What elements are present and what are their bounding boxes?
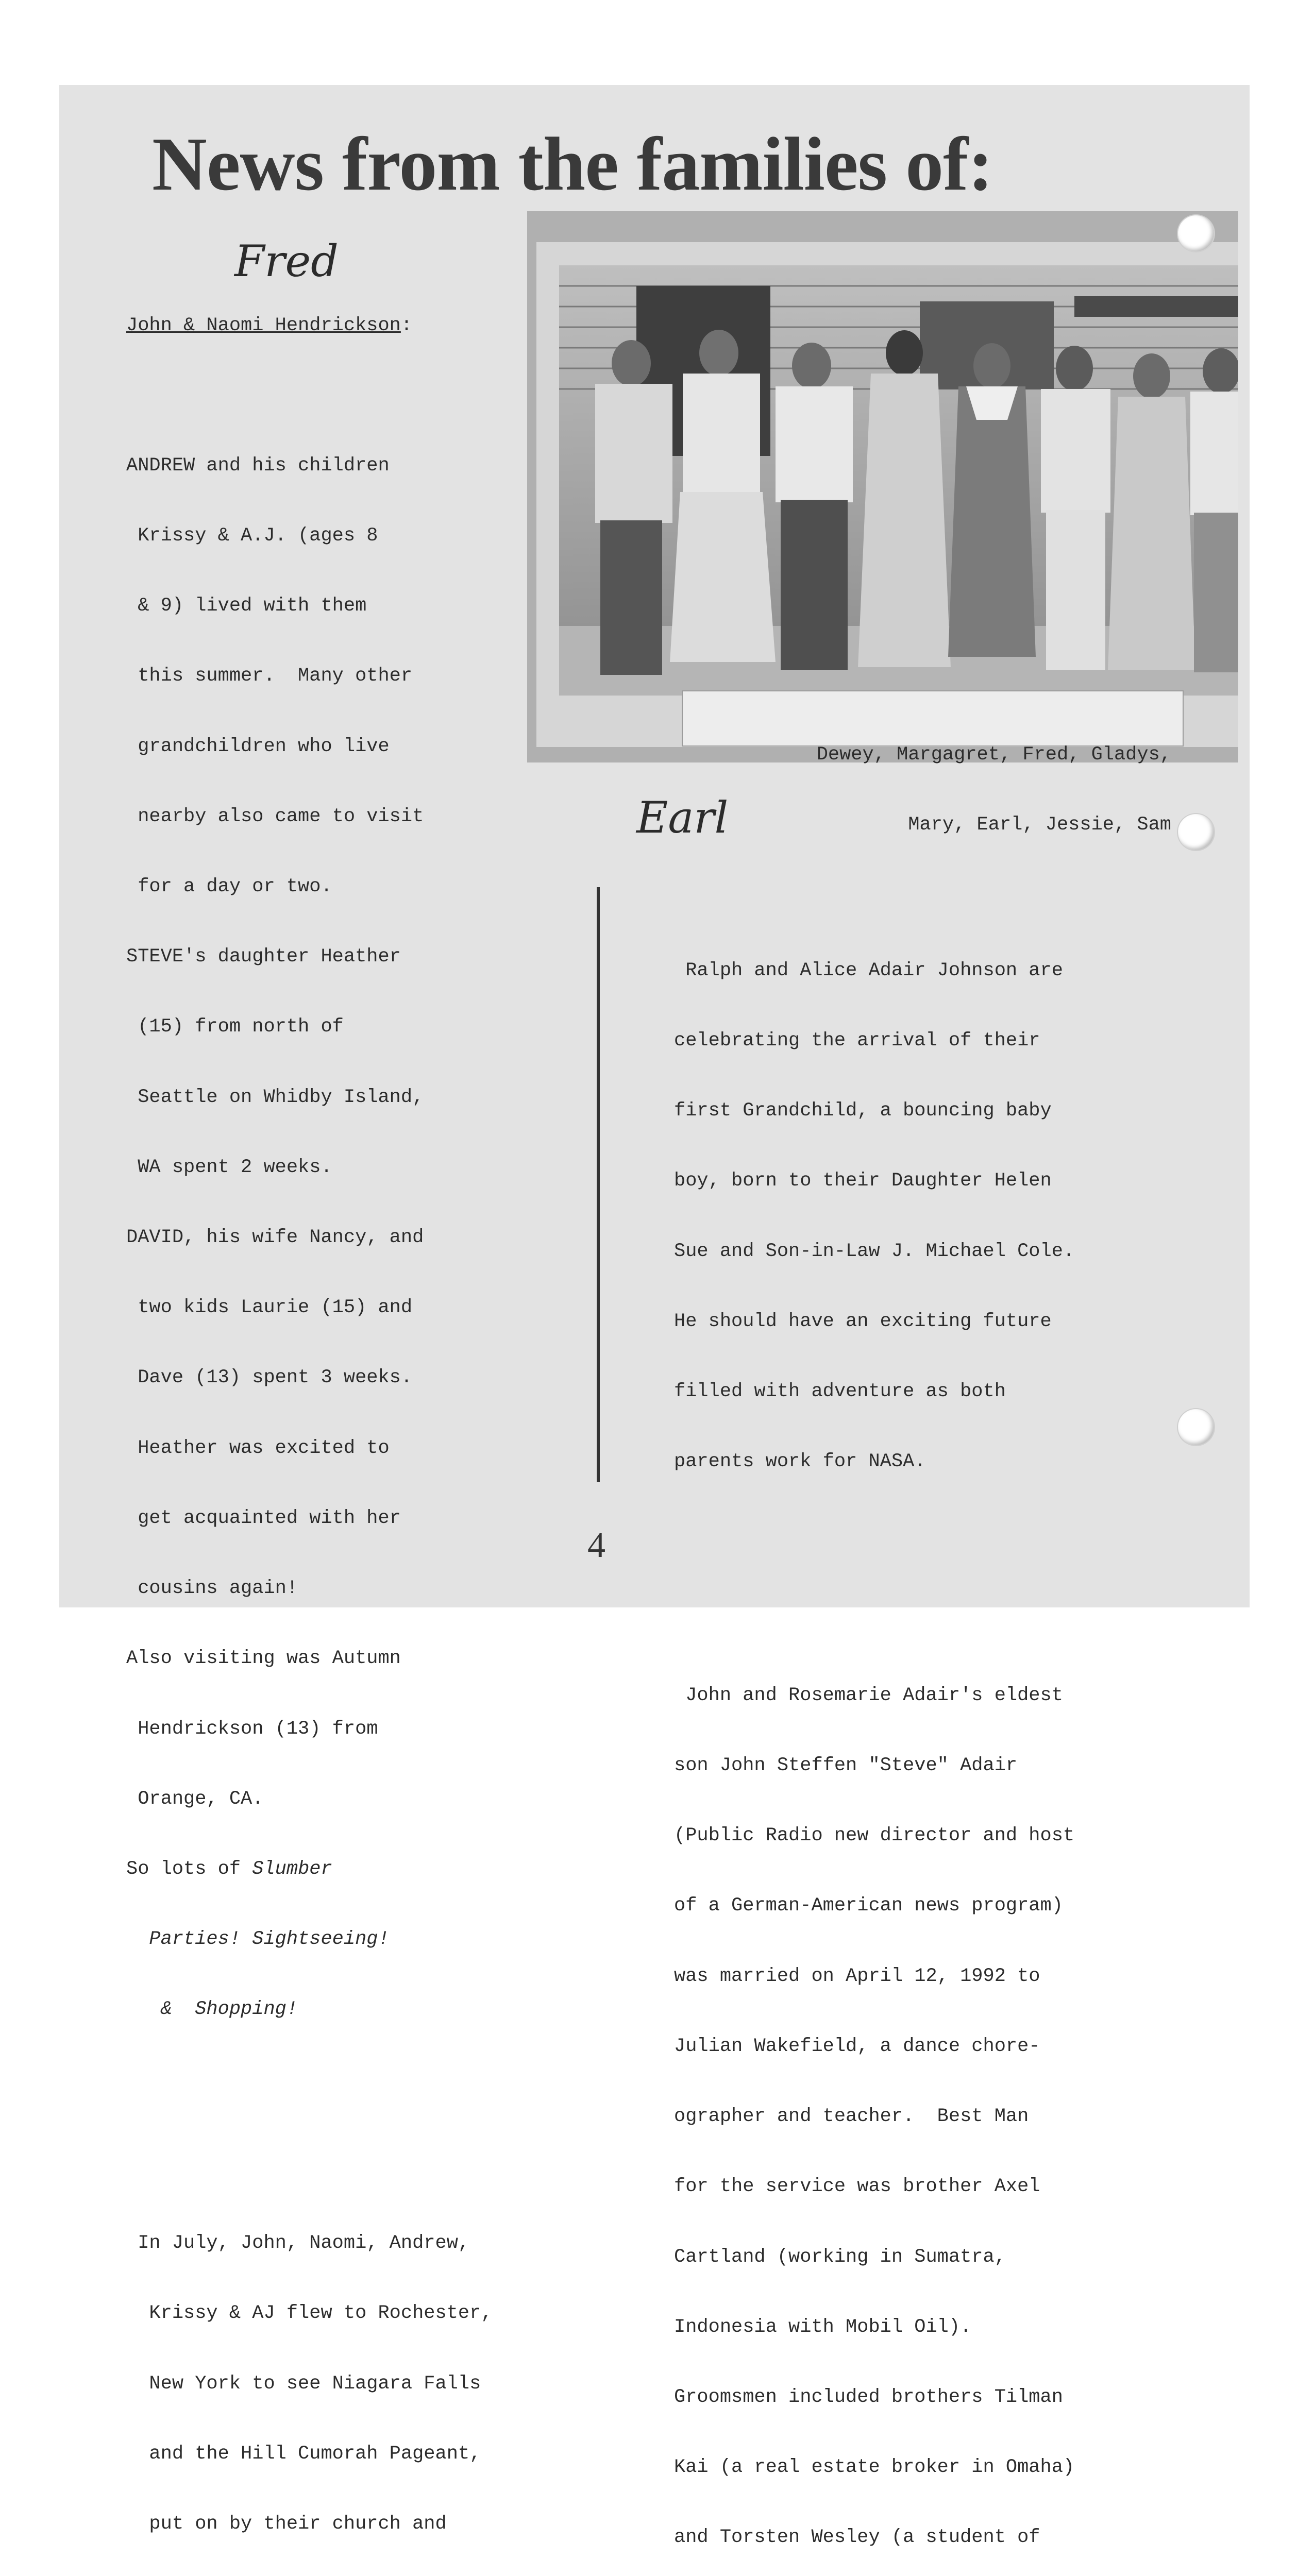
text-line: Seattle on Whidby Island, — [126, 1086, 424, 1108]
text-line: (15) from north of — [126, 1016, 344, 1038]
caption-line: Dewey, Margagret, Fred, Gladys, — [816, 743, 1171, 766]
punch-hole — [1178, 1409, 1214, 1445]
text-line: Krissy & A.J. (ages 8 — [126, 524, 378, 547]
punch-hole — [1178, 215, 1214, 251]
text-line: son John Steffen "Steve" Adair — [674, 1755, 1018, 1777]
text-line: of a German-American news program) — [674, 1895, 1063, 1917]
text-line: Heather was excited to — [126, 1437, 390, 1459]
earl-paragraph-1 — [674, 912, 1074, 1521]
italic-text-line: & Shopping! — [126, 1998, 298, 2021]
text-line: parents work for NASA. — [674, 1451, 926, 1473]
text-line: Cartland (working in Sumatra, — [674, 2246, 1006, 2268]
text-line: Krissy & AJ flew to Rochester, — [126, 2302, 493, 2325]
text-line — [126, 1858, 504, 1881]
text-line: two kids Laurie (15) and — [126, 1297, 413, 1319]
text-line: Sue and Son-in-Law J. Michael Cole. — [674, 1240, 1075, 1262]
text-line: get acquainted with her — [126, 1507, 401, 1529]
text-line: WA spent 2 weeks. — [126, 1156, 332, 1178]
text-line: first Grandchild, a bouncing baby — [674, 1100, 1052, 1122]
text-line: New York to see Niagara Falls — [126, 2372, 481, 2395]
text-line: Kai (a real estate broker in Omaha) — [674, 2456, 1075, 2479]
text-line: In July, John, Naomi, Andrew, — [126, 2232, 470, 2255]
text-line: and Torsten Wesley (a student of — [674, 2527, 1040, 2549]
text-line: nearby also came to visit — [126, 805, 424, 827]
text-line: Also visiting was Autumn — [126, 1648, 401, 1670]
earl-column — [674, 866, 1074, 2576]
text-line: Julian Wakefield, a dance chore- — [674, 2035, 1040, 2057]
fred-subhead-names: John & Naomi Hendrickson — [126, 315, 401, 336]
text-line: ANDREW and his children — [126, 454, 390, 477]
text-line: filled with adventure as both — [674, 1380, 1006, 1402]
text-line: grandchildren who live — [126, 735, 390, 757]
fred-family-heading: Fred — [234, 236, 339, 286]
text-line: Ralph and Alice Adair Johnson are — [674, 959, 1063, 981]
text-line: ographer and teacher. Best Man — [674, 2106, 1029, 2128]
text-line: this summer. Many other — [126, 665, 413, 687]
fred-paragraph-1 — [126, 408, 504, 2069]
column-divider — [597, 887, 600, 1482]
text-line: cousins again! — [126, 1578, 298, 1600]
text-line: Orange, CA. — [126, 1788, 264, 1810]
text-line: STEVE's daughter Heather — [126, 946, 401, 968]
punch-hole — [1178, 814, 1214, 850]
italic-text-run: Slumber — [252, 1858, 332, 1880]
fred-column — [126, 361, 504, 2576]
fred-subhead — [126, 314, 412, 337]
text-line: DAVID, his wife Nancy, and — [126, 1227, 424, 1249]
family-group-photo — [559, 265, 1238, 696]
earl-paragraph-2 — [674, 1637, 1074, 2576]
text-line: John and Rosemarie Adair's eldest — [674, 1684, 1063, 1706]
text-line: He should have an exciting future — [674, 1310, 1052, 1332]
page-number: 4 — [587, 1526, 605, 1565]
photo-caption — [682, 690, 1184, 836]
caption-line: Mary, Earl, Jessie, Sam — [908, 814, 1171, 836]
fred-subhead-colon: : — [400, 315, 413, 336]
text-run: So lots of — [126, 1858, 252, 1880]
text-line: for a day or two. — [126, 875, 332, 897]
text-line: put on by their church and — [126, 2513, 447, 2535]
italic-text-line: Parties! Sightseeing! — [126, 1928, 390, 1951]
family-group-photo-drawing — [559, 265, 1238, 696]
earl-family-heading: Earl — [636, 792, 729, 843]
fred-paragraph-2 — [126, 2185, 504, 2576]
page-headline: News from the families of: — [152, 122, 993, 207]
text-line: celebrating the arrival of their — [674, 1029, 1040, 1052]
text-line: Dave (13) spent 3 weeks. — [126, 1367, 413, 1389]
text-line: Groomsmen included brothers Tilman — [674, 2386, 1063, 2408]
text-line: boy, born to their Daughter Helen — [674, 1170, 1052, 1192]
text-line: was married on April 12, 1992 to — [674, 1965, 1040, 1987]
text-line: for the service was brother Axel — [674, 2176, 1040, 2198]
text-line: & 9) lived with them — [126, 595, 367, 617]
text-line: and the Hill Cumorah Pageant, — [126, 2443, 481, 2465]
text-line: (Public Radio new director and host — [674, 1825, 1075, 1847]
text-line: Hendrickson (13) from — [126, 1718, 378, 1740]
text-line: Indonesia with Mobil Oil). — [674, 2316, 972, 2338]
